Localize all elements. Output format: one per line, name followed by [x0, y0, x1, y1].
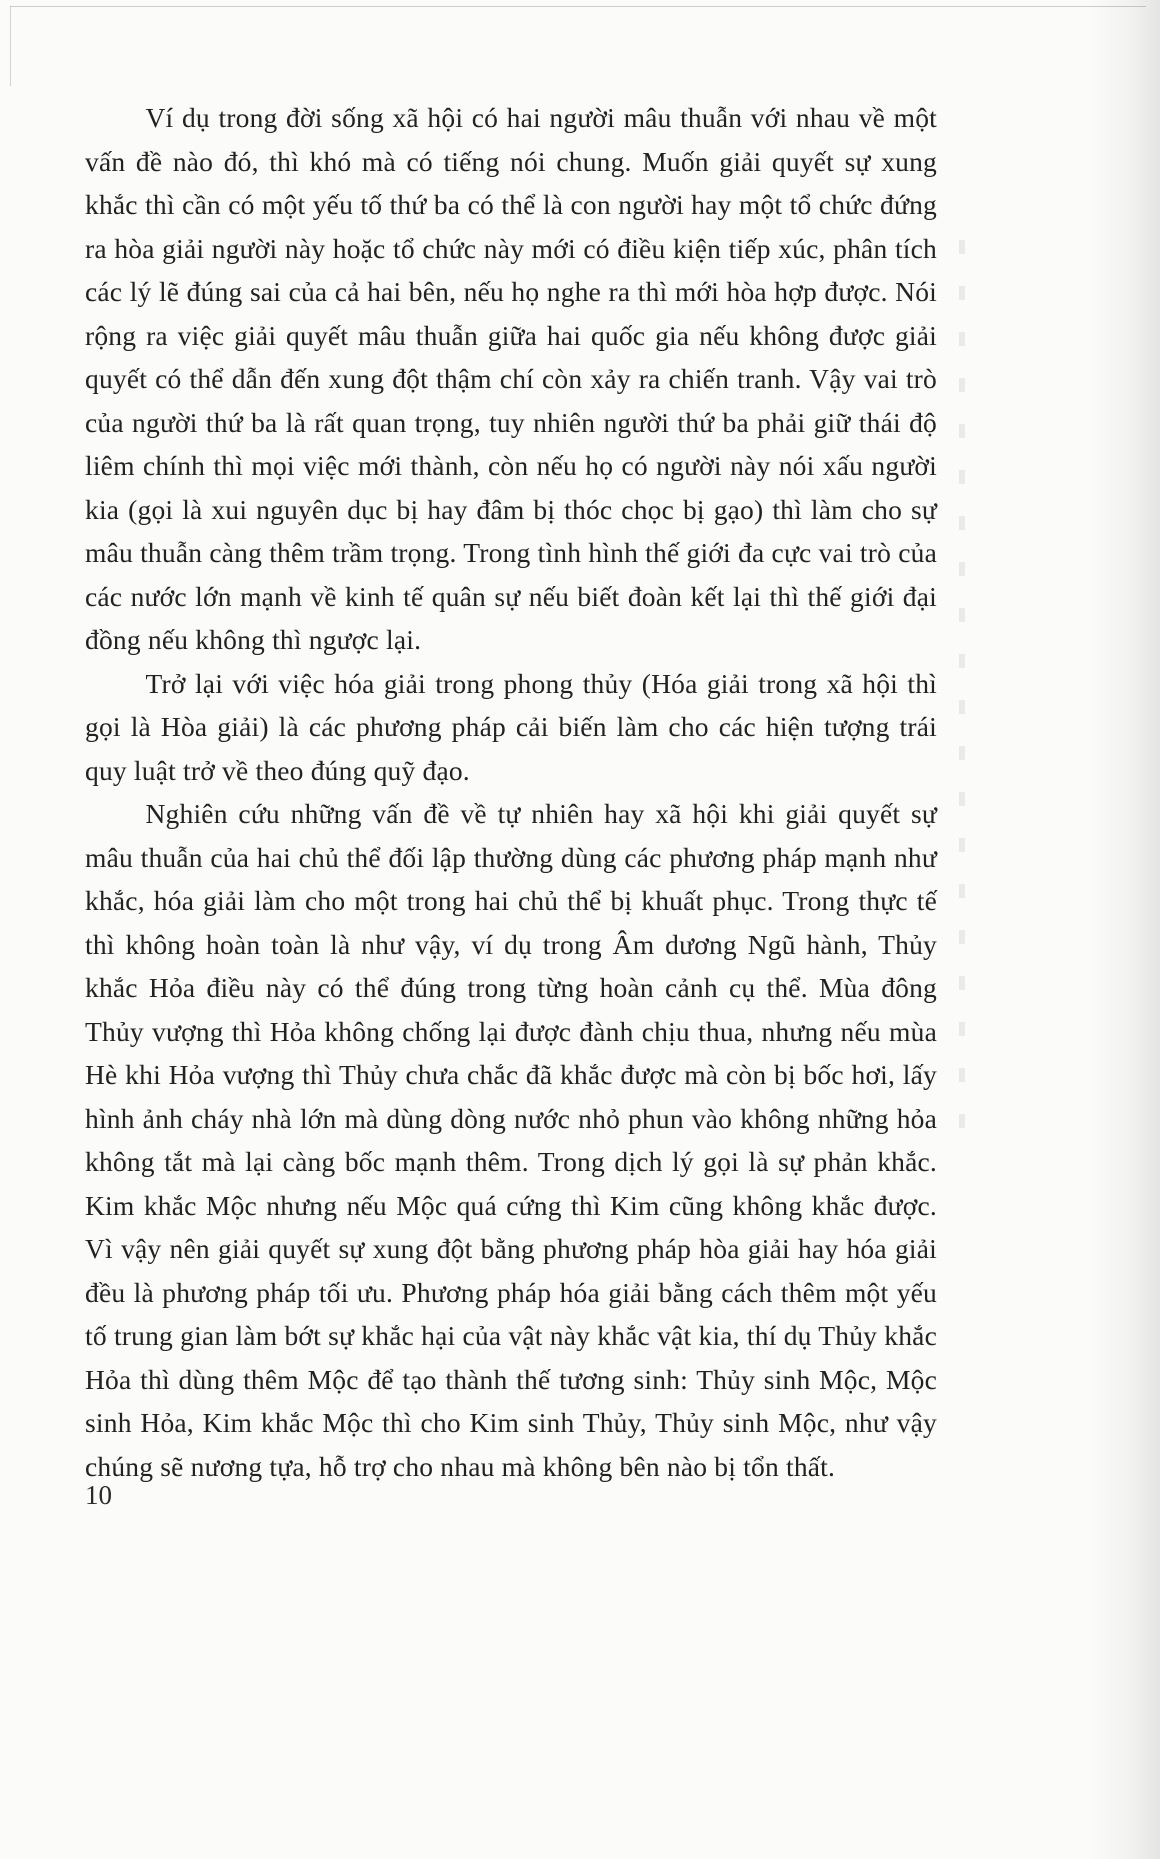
scan-edge-right [1090, 0, 1160, 1859]
page-number: 10 [85, 1480, 112, 1510]
page-text-block [85, 96, 937, 1488]
scan-edge-top [10, 6, 1146, 7]
reverse-side-ghosting [959, 240, 965, 1140]
paragraph-3: Nghiên cứu những vấn đề về tự nhiên hay xã hội khi giải quyết sự mâu thuẫn của hai chủ thể đối lập thường dùng các phương pháp mạnh như khắc, hóa giải làm cho một trong hai chủ thể bị khuất phục. Trong thực tế thì không hoàn toàn là như vậy, ví dụ trong Âm dương Ngũ hành, Thủy khắc Hỏa điều này có thể đúng trong từng hoàn cảnh cụ thể. Mùa đông Thủy vượng thì Hỏa không chống lại được đành chịu thua, nhưng nếu mùa Hè khi Hỏa vượng thì Thủy chưa chắc đã khắc được mà còn bị bốc hơi, lấy hình ảnh cháy nhà lớn mà dùng dòng nước nhỏ phun vào không những hỏa không tắt mà lại càng bốc mạnh thêm. Trong dịch lý gọi là sự phản khắc. Kim khắc Mộc nhưng nếu Mộc quá cứng thì Kim cũng không khắc được. Vì vậy nên giải quyết sự xung đột bằng phương pháp hòa giải hay hóa giải đều là phương pháp tối ưu. Phương pháp hóa giải bằng cách thêm một yếu tố trung gian làm bớt sự khắc hại của vật này khắc vật kia, thí dụ Thủy khắc Hỏa thì dùng thêm Mộc để tạo thành thế tương sinh: Thủy sinh Mộc, Mộc sinh Hỏa, Kim khắc Mộc thì cho Kim sinh Thủy, Thủy sinh Mộc, như vậy chúng sẽ nương tựa, hỗ trợ cho nhau mà không bên nào bị tổn thất. [85, 798, 937, 1482]
paragraph-1: Ví dụ trong đời sống xã hội có hai người mâu thuẫn với nhau về một vấn đề nào đó, thì khó mà có tiếng nói chung. Muốn giải quyết sự xung khắc thì cần có một yếu tố thứ ba có thể là con người hay một tổ chức đứng ra hòa giải người này hoặc tổ chức này mới có điều kiện tiếp xúc, phân tích các lý lẽ đúng sai của cả hai bên, nếu họ nghe ra thì mới hòa hợp được. Nói rộng ra việc giải quyết mâu thuẫn giữa hai quốc gia nếu không được giải quyết có thể dẫn đến xung đột thậm chí còn xảy ra chiến tranh. Vậy vai trò của người thứ ba là rất quan trọng, tuy nhiên người thứ ba phải giữ thái độ liêm chính thì mọi việc mới thành, còn nếu họ có người này nói xấu người kia (gọi là xui nguyên dục bị hay đâm bị thóc chọc bị gạo) thì làm cho sự mâu thuẫn càng thêm trầm trọng. Trong tình hình thế giới đa cực vai trò của các nước lớn mạnh về kinh tế quân sự nếu biết đoàn kết lại thì thế giới đại đồng nếu không thì ngược lại. [85, 102, 937, 655]
paragraph-2: Trở lại với việc hóa giải trong phong thủy (Hóa giải trong xã hội thì gọi là Hòa giải) là các phương pháp cải biến làm cho các hiện tượng trái quy luật trở về theo đúng quỹ đạo. [85, 667, 937, 786]
scan-edge-left [10, 6, 11, 86]
